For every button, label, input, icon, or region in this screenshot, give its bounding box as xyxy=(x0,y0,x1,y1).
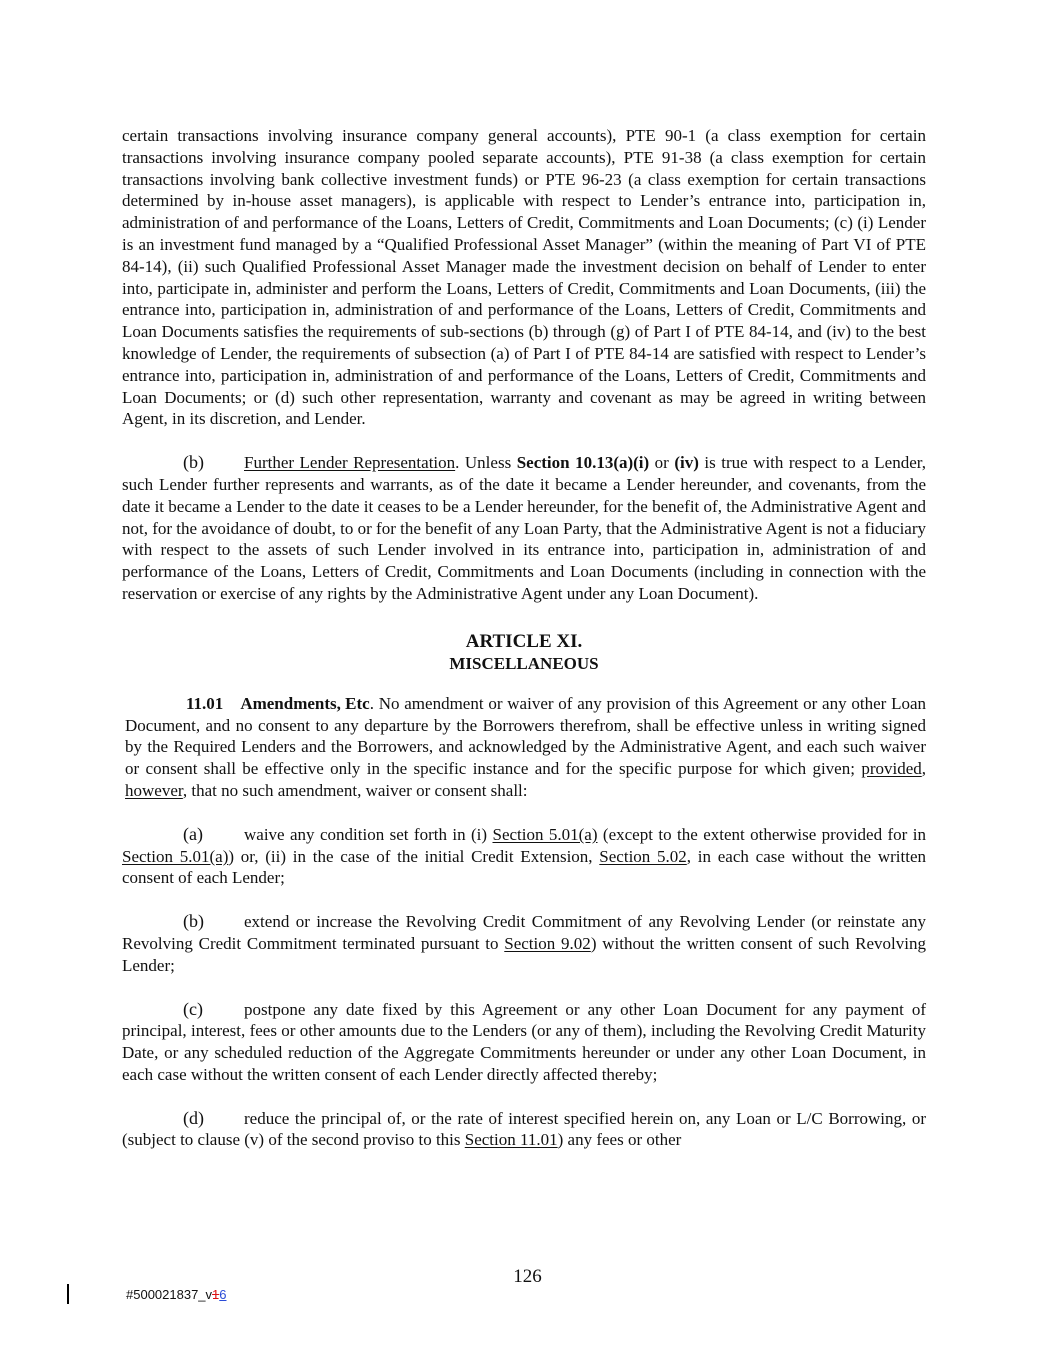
text-run: . No amendment or waiver of any provision of this Agreement or any other Loan Document, and no consent to any departure by the Borrowers therefrom, shall be effective unless in writing signed by the Required Lenders and the Borrowers, and acknowledged by the Administrative Agent, and each such waiver or consent shall be effective only in the specific instance and for the specific purpose for which given; xyxy=(125,693,926,779)
paragraph-b-further-lender-representation xyxy=(122,452,926,605)
text-run: postpone any date fixed by this Agreement or any other Loan Document for any payment of principal, interest, fees or other amounts due to the Lenders (or any of them), including the Revolving Credit Maturity Date, or any scheduled reduction of the Aggregate Commitments hereunder or under any other Loan Document, in each case without the written consent of each Lender directly affected thereby; xyxy=(122,999,926,1084)
text-run: extend or increase the Revolving Credit Commitment of any Revolving Lender (or reinstate any Revolving Credit Commitment terminated pursuant to xyxy=(122,912,926,953)
text-run: (except to the extent otherwise provided for in xyxy=(597,824,926,844)
clause-label: (a) xyxy=(183,823,203,844)
section-title: Amendments, Etc xyxy=(240,693,370,713)
page-number: 126 xyxy=(513,1266,542,1287)
text-run: , that no such amendment, waiver or consent shall: xyxy=(182,780,528,800)
paragraph-label: (b) xyxy=(183,452,204,473)
article-title: ARTICLE XI. xyxy=(465,630,583,652)
section-11-01-amendments xyxy=(125,693,926,802)
clause-label: (c) xyxy=(183,998,203,1019)
text-run: . Unless xyxy=(455,453,517,473)
section-reference: Section 11.01 xyxy=(464,1130,558,1150)
clause-label: (d) xyxy=(183,1107,204,1128)
article-subtitle: MISCELLANEOUS xyxy=(449,653,599,673)
text-run: ) any fees or other xyxy=(557,1130,682,1150)
clause-b xyxy=(122,911,926,976)
text-run: , xyxy=(921,759,926,779)
text-run: ) without the written consent of such Revolving Lender; xyxy=(122,933,926,975)
section-reference: Section 5.02 xyxy=(599,846,687,866)
section-reference: Section 9.02 xyxy=(504,933,591,953)
section-heading xyxy=(125,693,370,715)
continuation-paragraph: certain transactions involving insurance company general accounts), PTE 90-1 (a class exemption for certain transactions involving insurance company pooled separate accounts), PTE 91-38 (a class exemption for certain transactions involving bank collective investment funds) or PTE 96-23 (a class exemption for certain transactions determined by in-house asset managers), is applicable with respect to Lender’s entrance into, participation in, administration of and performance of the Loans, Letters of Credit, Commitments and Loan Documents; (c) (i) Lender is an investment fund managed by a “Qualified Professional Asset Manager” (within the meaning of Part VI of PTE 84-14), (ii) such Qualified Professional Asset Manager made the investment decision on behalf of Lender to enter into, participate in, administer and perform the Loans, Letters of Credit, Commitments and Loan Documents, (iii) the entrance into, participation in, administration of and performance of the Loans, Letters of Credit, Commitments and Loan Documents satisfies the requirements of sub-sections (b) through (g) of Part I of PTE 84-14, and (iv) to the best knowledge of Lender, the requirements of subsection (a) of Part I of PTE 84-14 are satisfied with respect to Lender’s entrance into, participation in, administration of and performance of the Loans, Letters of Credit, Commitments and Loan Documents; or (d) such other representation, warranty and covenant as may be agreed in writing between Agent, in its discretion, and Lender. xyxy=(122,126,926,429)
doc-id-deleted-version: 1 xyxy=(212,1287,220,1302)
text-run: ) or, (ii) in the case of the initial Credit Extension, xyxy=(228,846,600,866)
article-heading xyxy=(122,631,926,675)
text-run: , in each case without the written consent of each Lender; xyxy=(122,846,927,888)
doc-id-text: #500021837_v xyxy=(126,1287,213,1302)
section-number: 11.01 xyxy=(186,693,224,713)
text-run: or xyxy=(649,453,675,473)
text-run: waive any condition set forth in (i) xyxy=(244,824,493,844)
clause-a xyxy=(122,824,926,889)
text-run: is true with respect to a Lender, such Lender further represents and warrants, as of the date it became a Lender hereunder, and covenants, from the date it became a Lender to the date it ceases to be a Lender hereunder, for the benefit of, the Administrative Agent and not, for the avoidance of doubt, to or for the benefit of any Loan Party, that the Administrative Agent is not a fiduciary with respect to the assets of such Lender involved in its entrance into, participation in, administration of and performance of the Loans, Letters of Credit, Commitments and Loan Documents (including in connection with the reservation or exercise of any rights by the Administrative Agent under any Loan Document). xyxy=(122,453,926,603)
paragraph-heading: Further Lender Representation xyxy=(244,453,456,473)
defined-term: however xyxy=(125,780,183,800)
text-run: reduce the principal of, or the rate of interest specified herein on, any Loan or L/C Borrowing, or (subject to clause (v) of the second proviso to this xyxy=(122,1108,926,1150)
clause-c xyxy=(122,999,926,1086)
doc-id-inserted-version: 6 xyxy=(219,1287,227,1302)
section-reference: Section 5.01(a) xyxy=(122,846,229,866)
clause-d xyxy=(122,1108,926,1152)
document-page xyxy=(122,125,926,1151)
document-id xyxy=(126,1287,227,1302)
section-reference: Section 10.13(a)(i) xyxy=(516,453,650,473)
change-bar xyxy=(67,1284,69,1304)
section-reference: (iv) xyxy=(674,453,699,473)
defined-term: provided xyxy=(861,759,922,779)
clause-label: (b) xyxy=(183,911,204,932)
section-reference: Section 5.01(a) xyxy=(492,824,598,844)
